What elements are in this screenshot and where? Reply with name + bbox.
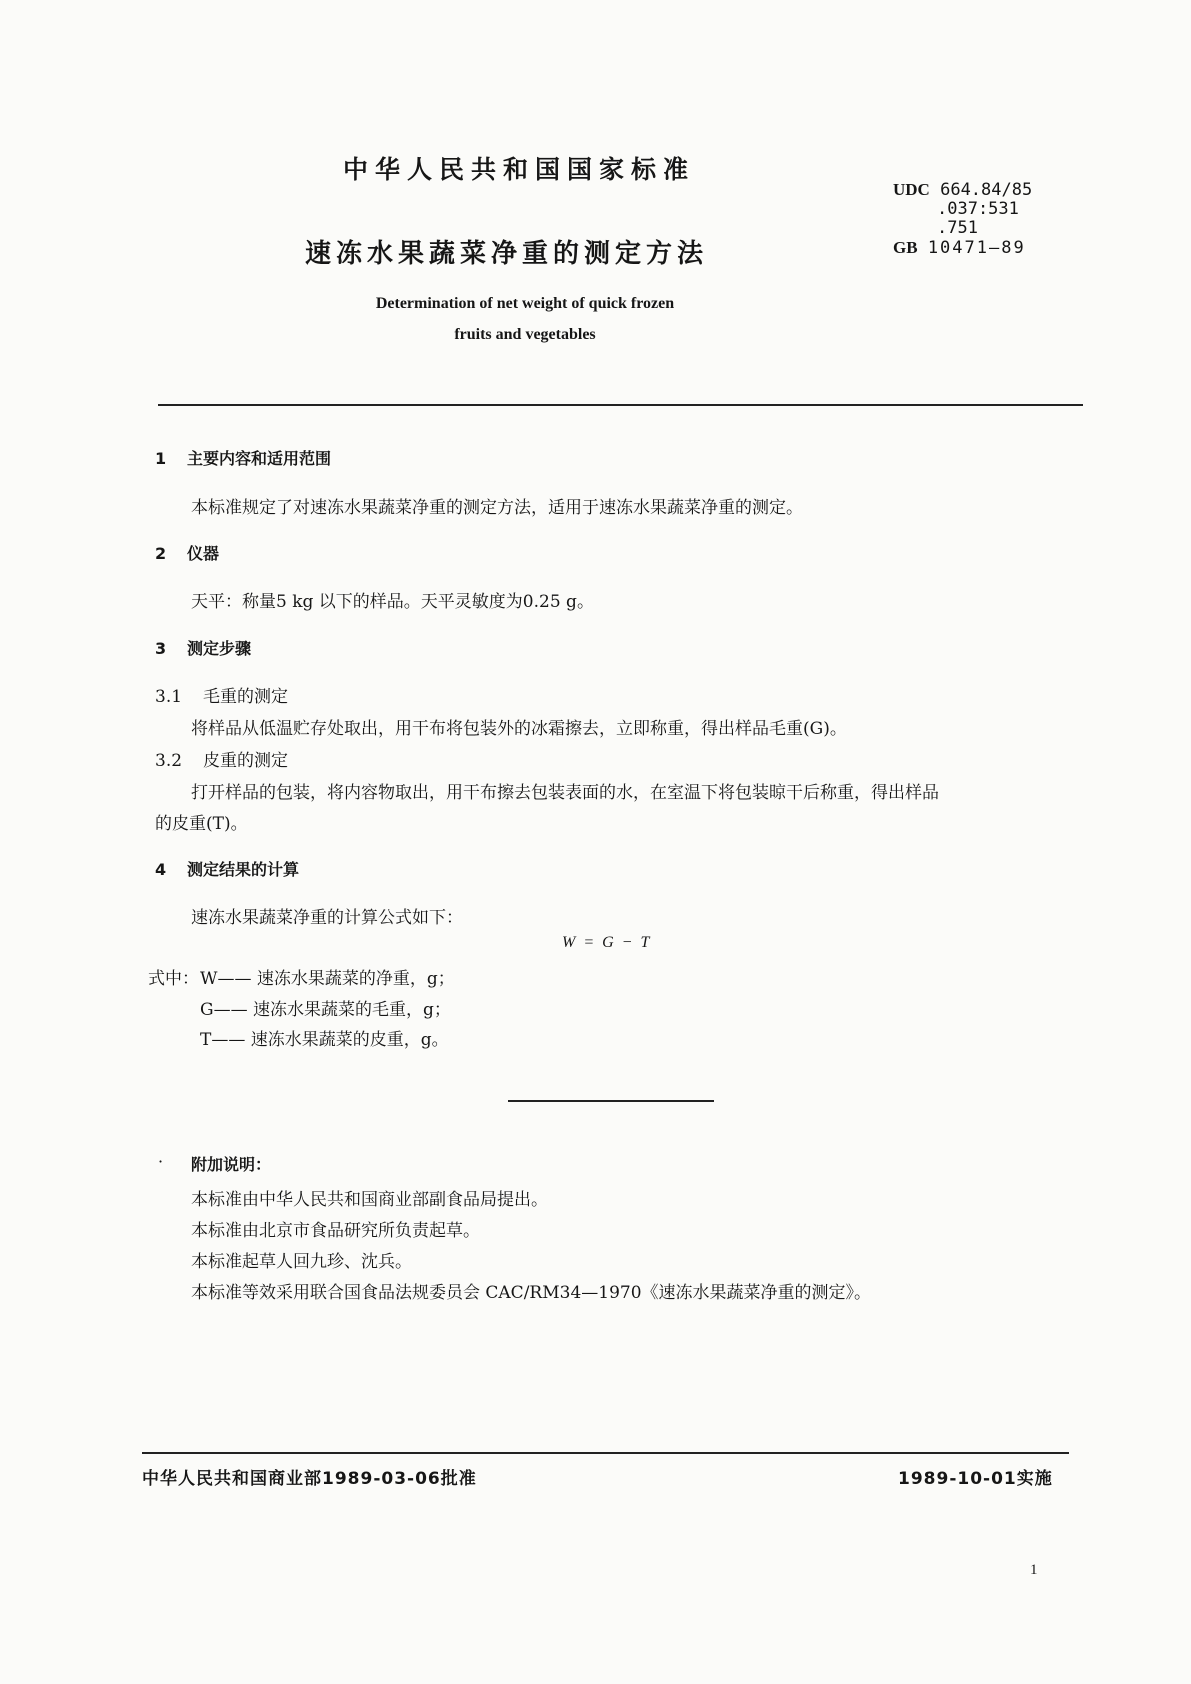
- udc-block: [893, 180, 1032, 258]
- gb-label: GB: [893, 238, 918, 257]
- section-2-heading: 2 仪器: [155, 544, 220, 563]
- udc-line1: 664.84/85: [940, 180, 1033, 200]
- approval-date: 中华人民共和国商业部1989-03-06批准: [142, 1469, 477, 1489]
- notes-line-3: 本标准起草人回九珍、沈兵。: [191, 1252, 412, 1272]
- subsection-3-1-heading: 3.1 毛重的测定: [155, 687, 288, 707]
- net-weight-formula: W = G − T: [562, 934, 652, 951]
- subsection-3-2-text-line2: 的皮重(T)。: [155, 814, 248, 834]
- section-2-text: 天平：称量5 kg 以下的样品。天平灵敏度为0.25 g。: [191, 592, 594, 612]
- english-title-line2: fruits and vegetables: [454, 326, 596, 343]
- document-title: 速冻水果蔬菜净重的测定方法: [305, 239, 709, 269]
- standard-type-title: 中华人民共和国国家标准: [343, 155, 696, 184]
- section-1-text: 本标准规定了对速冻水果蔬菜净重的测定方法，适用于速冻水果蔬菜净重的测定。: [191, 498, 803, 518]
- section-1-heading: 1 主要内容和适用范围: [155, 449, 332, 468]
- notes-title: 附加说明：: [191, 1155, 272, 1174]
- section-3-heading: 3 测定步骤: [155, 639, 252, 658]
- subsection-3-2-heading: 3.2 皮重的测定: [155, 751, 288, 771]
- notes-line-1: 本标准由中华人民共和国商业部副食品局提出。: [191, 1190, 548, 1210]
- notes-line-4: 本标准等效采用联合国食品法规委员会 CAC/RM34—1970《速冻水果蔬菜净重的测定》。: [191, 1283, 872, 1303]
- definition-g: G—— 速冻水果蔬菜的毛重，g；: [200, 1000, 451, 1020]
- section-4-heading: 4 测定结果的计算: [155, 860, 300, 879]
- formula-intro: 速冻水果蔬菜净重的计算公式如下：: [191, 908, 463, 928]
- subsection-3-2-text-line1: 打开样品的包装，将内容物取出，用干布擦去包装表面的水，在室温下将包装晾干后称重，得出样品: [191, 783, 939, 803]
- bullet-dot: ·: [158, 1152, 164, 1171]
- end-of-text-rule: [508, 1100, 714, 1102]
- udc-line2: .037:531: [937, 199, 1019, 219]
- gb-number: 10471—89: [927, 238, 1026, 258]
- formula-where-label: 式中：: [148, 969, 199, 989]
- udc-line3: .751: [937, 218, 978, 238]
- definition-w: W—— 速冻水果蔬菜的净重，g；: [200, 969, 455, 989]
- effective-date: 1989-10-01实施: [898, 1469, 1053, 1489]
- notes-line-2: 本标准由北京市食品研究所负责起草。: [191, 1221, 480, 1241]
- subsection-3-1-text: 将样品从低温贮存处取出，用干布将包装外的冰霜擦去，立即称重，得出样品毛重(G)。: [191, 719, 847, 739]
- page-number: 1: [1030, 1562, 1038, 1578]
- udc-label: UDC: [893, 180, 930, 199]
- definition-t: T—— 速冻水果蔬菜的皮重，g。: [200, 1030, 449, 1050]
- header-divider: [158, 404, 1083, 406]
- english-title-line1: Determination of net weight of quick frozen: [375, 295, 675, 312]
- footer-divider: [142, 1452, 1069, 1454]
